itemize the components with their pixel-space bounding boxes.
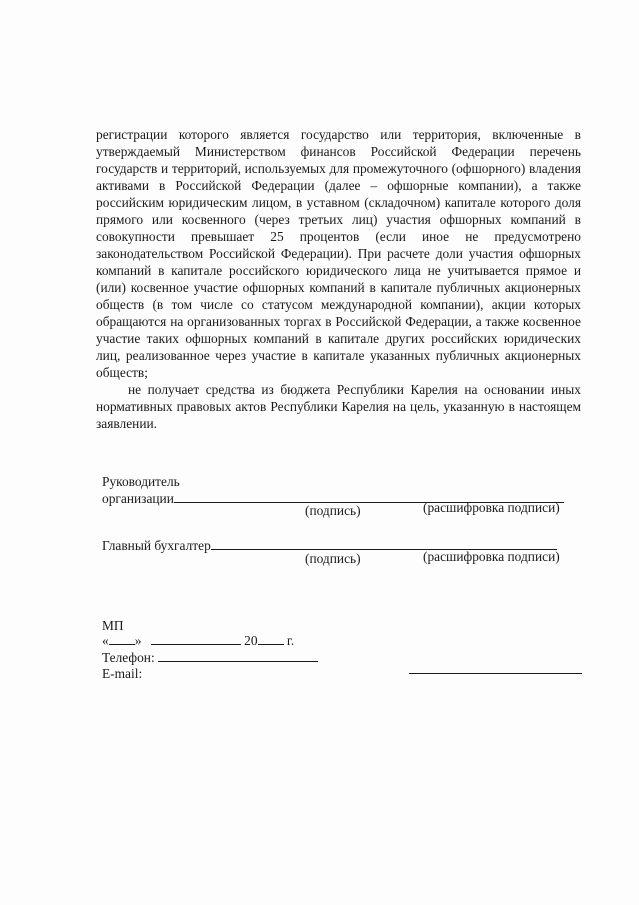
date-year-prefix: 20	[244, 633, 258, 648]
date-row	[102, 632, 294, 649]
email-row	[102, 665, 142, 682]
stamp-label: МП	[102, 618, 124, 633]
head-label-line2: организации	[102, 491, 174, 506]
date-open-quote: «	[102, 633, 109, 648]
accountant-label: Главный бухгалтер	[102, 538, 211, 553]
head-signature-caption: (подпись)	[305, 503, 361, 518]
document-body	[96, 126, 581, 432]
date-year-field[interactable]	[258, 644, 284, 645]
accountant-decoding-caption: (расшифровка подписи)	[423, 549, 560, 564]
accountant-signature-caption: (подпись)	[305, 551, 361, 566]
email-label: E-mail:	[102, 666, 143, 681]
paragraph-offshore-conditions: регистрации которого является государство или территория, включенные в утверждаемый Министерством финансов Российской Федерации перечень государств и территорий, используемых для промежуточного (офшорного) владения активами в Российской Федерации (далее – офшорные компании), а также российским юридическим лицом, в уставном (складочном) капитале которого доля прямого или косвенного (через третьих лиц) участия офшорных компаний в совокупности превышает 25 процентов (если иное не предусмотрено законодательством Российской Федерации). При расчете доли участия офшорных компаний в капитале российского юридического лица не учитывается прямое и (или) косвенное участие офшорных компаний в капитале публичных акционерных обществ (в том числе со статусом международной компании), акции которых обращаются на организованных торгах в Российской Федерации, а также косвенное участие таких офшорных компаний в капитале других российских юридических лиц, реализованное через участие в капитале указанных публичных акционерных обществ;	[96, 127, 581, 380]
date-close-quote: »	[134, 633, 142, 648]
date-month-field[interactable]	[151, 644, 241, 645]
phone-label: Телефон:	[102, 650, 155, 665]
date-day-field[interactable]	[109, 644, 135, 645]
head-label-line1: Руководитель	[102, 474, 180, 489]
date-year-suffix: г.	[286, 633, 295, 648]
phone-row	[102, 649, 318, 666]
head-decoding-caption: (расшифровка подписи)	[423, 500, 560, 515]
email-field[interactable]	[409, 672, 582, 674]
phone-field[interactable]	[158, 661, 318, 662]
paragraph-no-budget-funds: не получает средства из бюджета Республики Карелия на основании иных нормативных правовых актов Республики Карелия на цель, указанную в настоящем заявлении.	[96, 382, 581, 431]
